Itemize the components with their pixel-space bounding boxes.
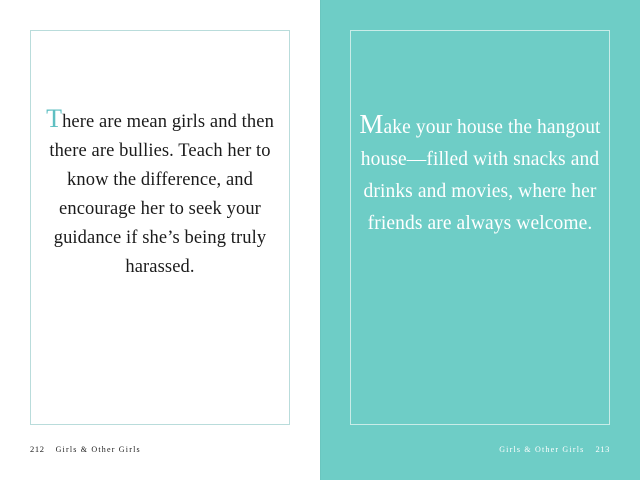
page-left-quote [0, 104, 320, 282]
page-gutter [320, 0, 321, 480]
page-right-quote-text: ake your house the hangout house—filled with snacks and drinks and movies, where her friends are always welcome. [360, 117, 601, 234]
page-left-folio-number: 212 [30, 444, 45, 454]
page-right-quote-initial: M [359, 109, 384, 139]
page-right-folio [499, 444, 610, 454]
page-left-folio-title: Girls & Other Girls [55, 445, 141, 454]
page-left-quote-initial: T [46, 104, 63, 133]
page-right [320, 0, 640, 480]
page-right-folio-number: 213 [595, 444, 610, 454]
page-right-quote [320, 109, 640, 240]
page-left-folio [30, 444, 141, 454]
page-left-quote-text: here are mean girls and then there are bullies. Teach her to know the difference, and encourage her to seek your guidance if she’s being truly harassed. [49, 112, 274, 277]
page-right-folio-title: Girls & Other Girls [499, 445, 585, 454]
